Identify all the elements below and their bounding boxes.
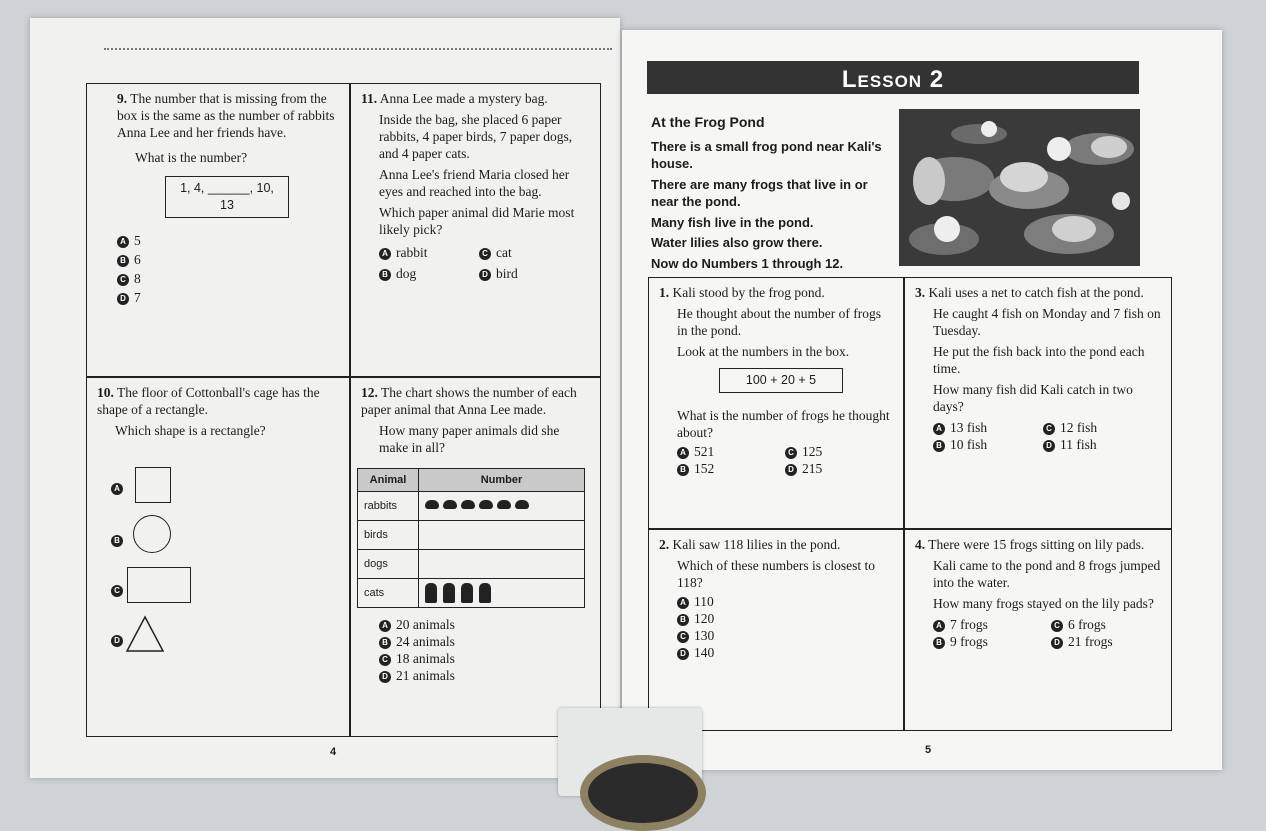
answer-option[interactable]: A 5	[117, 232, 339, 249]
cat-icon	[479, 583, 491, 603]
page-number: 4	[330, 746, 337, 758]
dotted-rule	[104, 48, 612, 50]
left-question-grid	[86, 83, 601, 737]
answer-option[interactable]: C 8	[117, 270, 339, 287]
lesson-title: Lesson 2	[647, 61, 1139, 94]
answer-option[interactable]: D 21 animals	[379, 667, 590, 684]
option-letter-icon: C	[479, 248, 491, 260]
rabbit-icon	[497, 500, 511, 509]
answer-option[interactable]: A 521	[677, 443, 785, 460]
answer-option[interactable]: A 7 frogs	[933, 616, 1051, 633]
answer-option[interactable]: B 120	[677, 610, 893, 627]
answer-option[interactable]: D 7	[117, 289, 339, 306]
shape-option-a[interactable]: A	[111, 479, 128, 496]
rabbit-icon	[461, 500, 475, 509]
answer-option[interactable]: A rabbit	[379, 244, 479, 261]
answer-option[interactable]: D 215	[785, 460, 875, 477]
cat-icon	[425, 583, 437, 603]
answer-option[interactable]: B 9 frogs	[933, 633, 1051, 650]
shape-option-c[interactable]: C	[111, 581, 128, 598]
answer-option[interactable]: D 140	[677, 644, 893, 661]
story-title: At the Frog Pond	[651, 114, 765, 130]
shape-option-b[interactable]: B	[111, 531, 128, 548]
answer-option[interactable]: B 24 animals	[379, 633, 590, 650]
table-row: dogs	[358, 550, 585, 579]
table-row: birds	[358, 521, 585, 550]
answer-option[interactable]: B dog	[379, 265, 479, 282]
rabbit-icon	[515, 500, 529, 509]
question-3: 3. Kali uses a net to catch fish at the pond. He caught 4 fish on Monday and 7 fish on Tuesday. He put the fish back into the pond each time. How many fish did Kali catch in two days? A 13 fish C 12 fish B 10 fish D 11 fish	[915, 285, 1161, 452]
table-row: cats	[358, 579, 585, 608]
question-4: 4. There were 15 frogs sitting on lily pads. Kali came to the pond and 8 frogs jumped into the water. How many frogs stayed on the lily pads? A 7 frogs C 6 frogs B 9 frogs D 21 frogs	[915, 537, 1161, 649]
rabbit-icon	[443, 500, 457, 509]
answer-option[interactable]: C 125	[785, 443, 875, 460]
right-question-grid	[648, 277, 1172, 731]
question-1: 1. Kali stood by the frog pond. He thought about the number of frogs in the pond. Look at the numbers in the box. 100 + 20 + 5 What is the number of frogs he thought about? A 521 C 125 B 152 D 215	[659, 285, 890, 476]
answer-option[interactable]: C 12 fish	[1043, 419, 1133, 436]
option-letter-icon: D	[479, 269, 491, 281]
option-letter-icon: B	[117, 255, 129, 267]
square-icon	[135, 467, 171, 503]
story-text: At the Frog Pond There is a small frog pond near Kali's house. There are many frogs that live in or near the pond. Many fish live in the pond. Water lilies also grow there. Now do Numbers 1 through 12.	[651, 114, 886, 275]
question-10: 10. The floor of Cottonball's cage has the shape of a rectangle. Which shape is a rectangle? A B C D	[87, 378, 349, 736]
answer-option[interactable]: B 6	[117, 251, 339, 268]
rabbit-icon	[479, 500, 493, 509]
cat-icon	[443, 583, 455, 603]
question-11: 11. Anna Lee made a mystery bag. Inside the bag, she placed 6 paper rabbits, 4 paper birds, 7 paper dogs, and 4 paper cats. Anna Lee's friend Maria closed her eyes and reached into the bag. Which paper animal did Marie most likely pick? A rabbit C cat B dog D bird	[351, 84, 600, 376]
number-expression-box: 100 + 20 + 5	[719, 368, 843, 393]
answer-option[interactable]: B 152	[677, 460, 785, 477]
option-letter-icon: A	[379, 248, 391, 260]
question-2: 2. Kali saw 118 lilies in the pond. Which of these numbers is closest to 118? A 110 B 120 C 130 D 140	[649, 530, 903, 730]
animal-chart: Animal Number rabbits birds dogs cats	[357, 468, 585, 608]
question-9-text: The number that is missing from the box is the same as the number of rabbits Anna Lee and her friends have.	[117, 91, 335, 140]
answer-option[interactable]: C 6 frogs	[1051, 616, 1141, 633]
question-12: 12. The chart shows the number of each paper animal that Anna Lee made. How many paper animals did she make in all? Animal Number rabbits birds dogs cats A 20 animals B 24 animals C 18 animals D 21 animals	[351, 378, 600, 736]
option-letter-icon: C	[117, 274, 129, 286]
rabbit-icon	[425, 500, 439, 509]
answer-option[interactable]: A 20 animals	[379, 616, 590, 633]
answer-option[interactable]: A 13 fish	[933, 419, 1043, 436]
option-letter-icon: D	[117, 293, 129, 305]
answer-option[interactable]: C 130	[677, 627, 893, 644]
triangle-icon	[125, 615, 165, 653]
circle-icon	[133, 515, 171, 553]
shape-option-d[interactable]: D	[111, 631, 128, 648]
question-9-prompt: What is the number?	[135, 150, 248, 165]
medal-ornament	[580, 755, 706, 831]
cat-icons	[425, 587, 497, 599]
answer-option[interactable]: B 10 fish	[933, 436, 1043, 453]
answer-option[interactable]: D bird	[479, 265, 579, 282]
frog-pond-illustration	[899, 109, 1140, 266]
page-number: 5	[925, 744, 932, 756]
option-letter-icon: A	[117, 236, 129, 248]
rabbit-icons	[425, 500, 533, 512]
number-sequence-box: 1, 4, ______, 10, 13	[165, 176, 289, 218]
answer-option[interactable]: D 11 fish	[1043, 436, 1133, 453]
answer-option[interactable]: D 21 frogs	[1051, 633, 1141, 650]
option-letter-icon: B	[379, 269, 391, 281]
cat-icon	[461, 583, 473, 603]
answer-option[interactable]: A 110	[677, 593, 893, 610]
question-9: 9. The number that is missing from the box is the same as the number of rabbits Anna Lee and her friends have. What is the number? 1, 4, ______, 10, 13 A 5 B 6 C 8 D 7	[87, 84, 349, 376]
answer-option[interactable]: C cat	[479, 244, 579, 261]
table-row: rabbits	[358, 492, 585, 521]
rectangle-icon	[127, 567, 191, 603]
answer-option[interactable]: C 18 animals	[379, 650, 590, 667]
